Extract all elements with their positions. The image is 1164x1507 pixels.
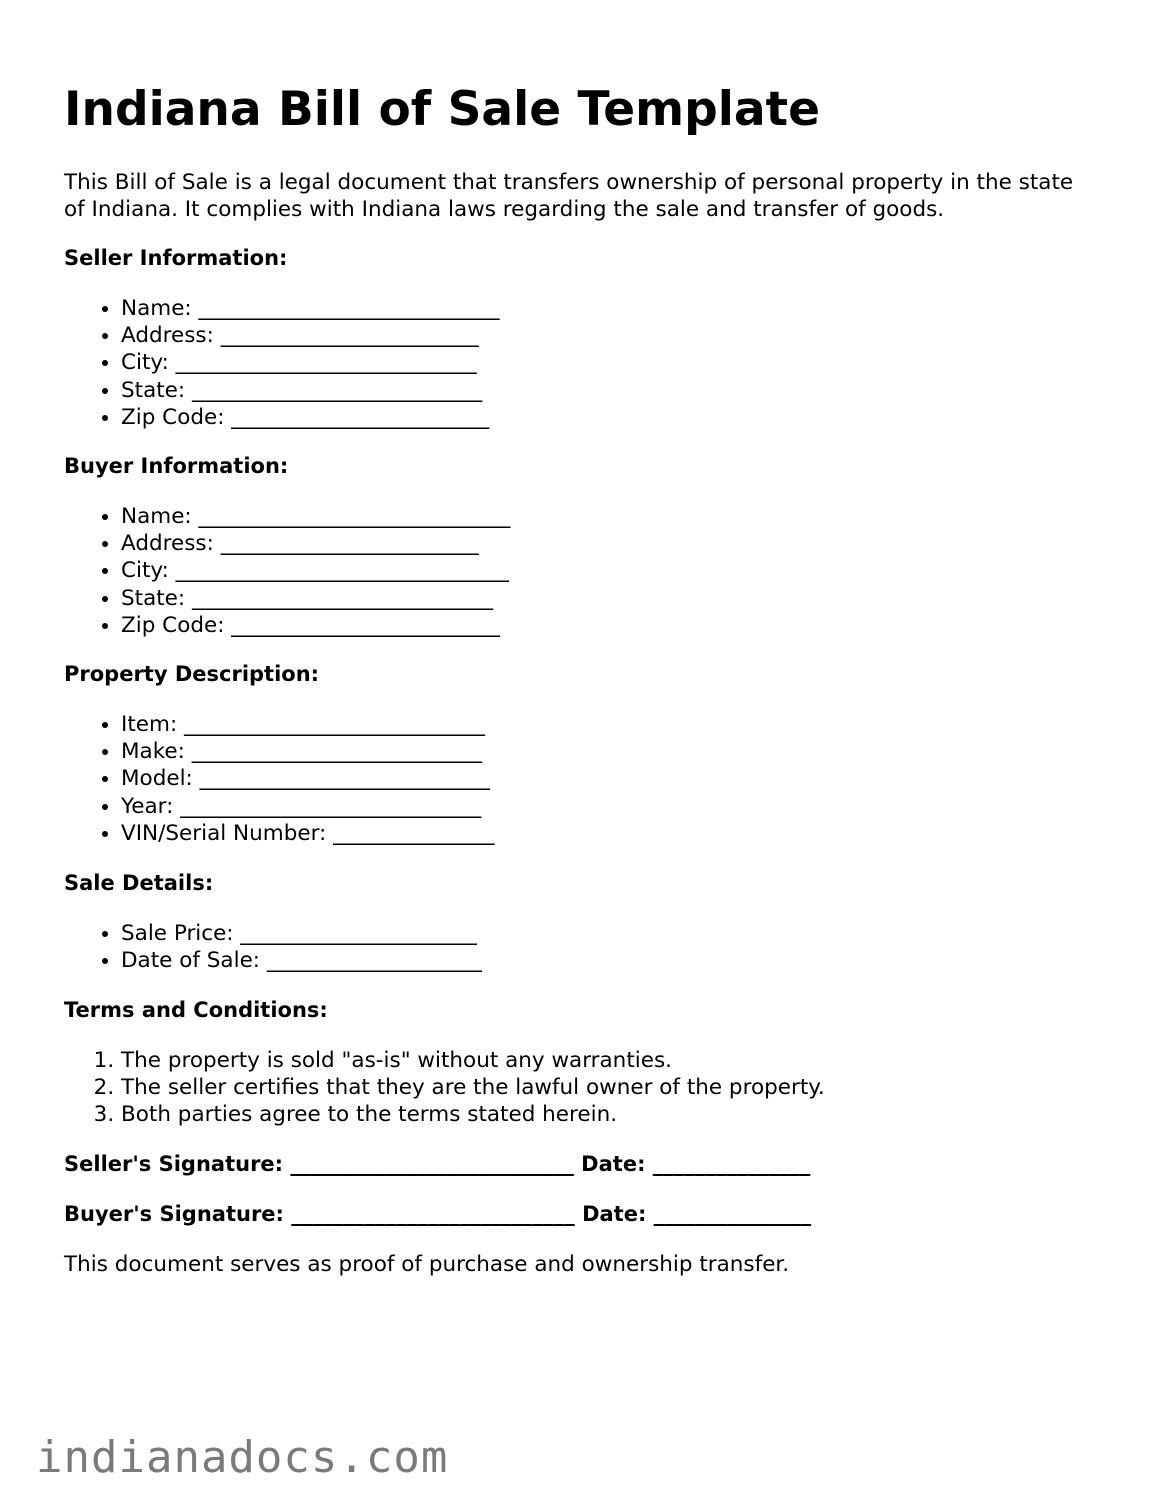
intro-paragraph: This Bill of Sale is a legal document that transfers ownership of personal property in the state of Indiana. It complies with Indiana laws regarding the sale and transfer of goods. bbox=[64, 170, 1074, 222]
property-vin-field[interactable]: • VIN/Serial Number: _______________ bbox=[121, 820, 494, 847]
property-model-field[interactable]: • Model: ___________________________ bbox=[121, 765, 494, 792]
seller-zip-field[interactable]: • Zip Code: ________________________ bbox=[121, 404, 500, 431]
seller-name-field[interactable]: • Name: ____________________________ bbox=[121, 295, 500, 322]
seller-state-field[interactable]: • State: ___________________________ bbox=[121, 377, 500, 404]
property-make-field[interactable]: • Make: ___________________________ bbox=[121, 738, 494, 765]
property-item-field[interactable]: • Item: ____________________________ bbox=[121, 711, 494, 738]
seller-heading: Seller Information: bbox=[64, 246, 288, 270]
page-title: Indiana Bill of Sale Template bbox=[64, 82, 820, 137]
property-heading: Property Description: bbox=[64, 662, 320, 686]
term-item: 1. The property is sold "as-is" without any warranties. bbox=[121, 1047, 825, 1074]
buyer-city-field[interactable]: • City: _______________________________ bbox=[121, 557, 510, 584]
buyer-fields bbox=[64, 503, 510, 639]
terms-heading: Terms and Conditions: bbox=[64, 998, 328, 1022]
buyer-signature-line[interactable]: Buyer's Signature: ___________________________ Date: _______________ bbox=[64, 1202, 812, 1226]
sale-date-field[interactable]: • Date of Sale: ____________________ bbox=[121, 947, 482, 974]
property-fields bbox=[64, 711, 494, 847]
buyer-name-field[interactable]: • Name: _____________________________ bbox=[121, 503, 510, 530]
closing-statement: This document serves as proof of purchase and ownership transfer. bbox=[64, 1252, 790, 1277]
sale-price-field[interactable]: • Sale Price: ______________________ bbox=[121, 920, 482, 947]
term-item: 3. Both parties agree to the terms stated herein. bbox=[121, 1101, 825, 1128]
seller-fields bbox=[64, 295, 500, 431]
buyer-state-field[interactable]: • State: ____________________________ bbox=[121, 585, 510, 612]
sale-fields bbox=[64, 920, 482, 974]
term-item: 2. The seller certifies that they are the lawful owner of the property. bbox=[121, 1074, 825, 1101]
buyer-zip-field[interactable]: • Zip Code: _________________________ bbox=[121, 612, 510, 639]
buyer-heading: Buyer Information: bbox=[64, 454, 289, 478]
terms-list bbox=[64, 1047, 825, 1129]
property-year-field[interactable]: • Year: ____________________________ bbox=[121, 793, 494, 820]
seller-city-field[interactable]: • City: ____________________________ bbox=[121, 349, 500, 376]
seller-address-field[interactable]: • Address: ________________________ bbox=[121, 322, 500, 349]
sale-heading: Sale Details: bbox=[64, 871, 214, 895]
watermark-logo: indianadocs.com bbox=[36, 1432, 449, 1483]
seller-signature-line[interactable]: Seller's Signature: ___________________________ Date: _______________ bbox=[64, 1152, 811, 1176]
buyer-address-field[interactable]: • Address: ________________________ bbox=[121, 530, 510, 557]
